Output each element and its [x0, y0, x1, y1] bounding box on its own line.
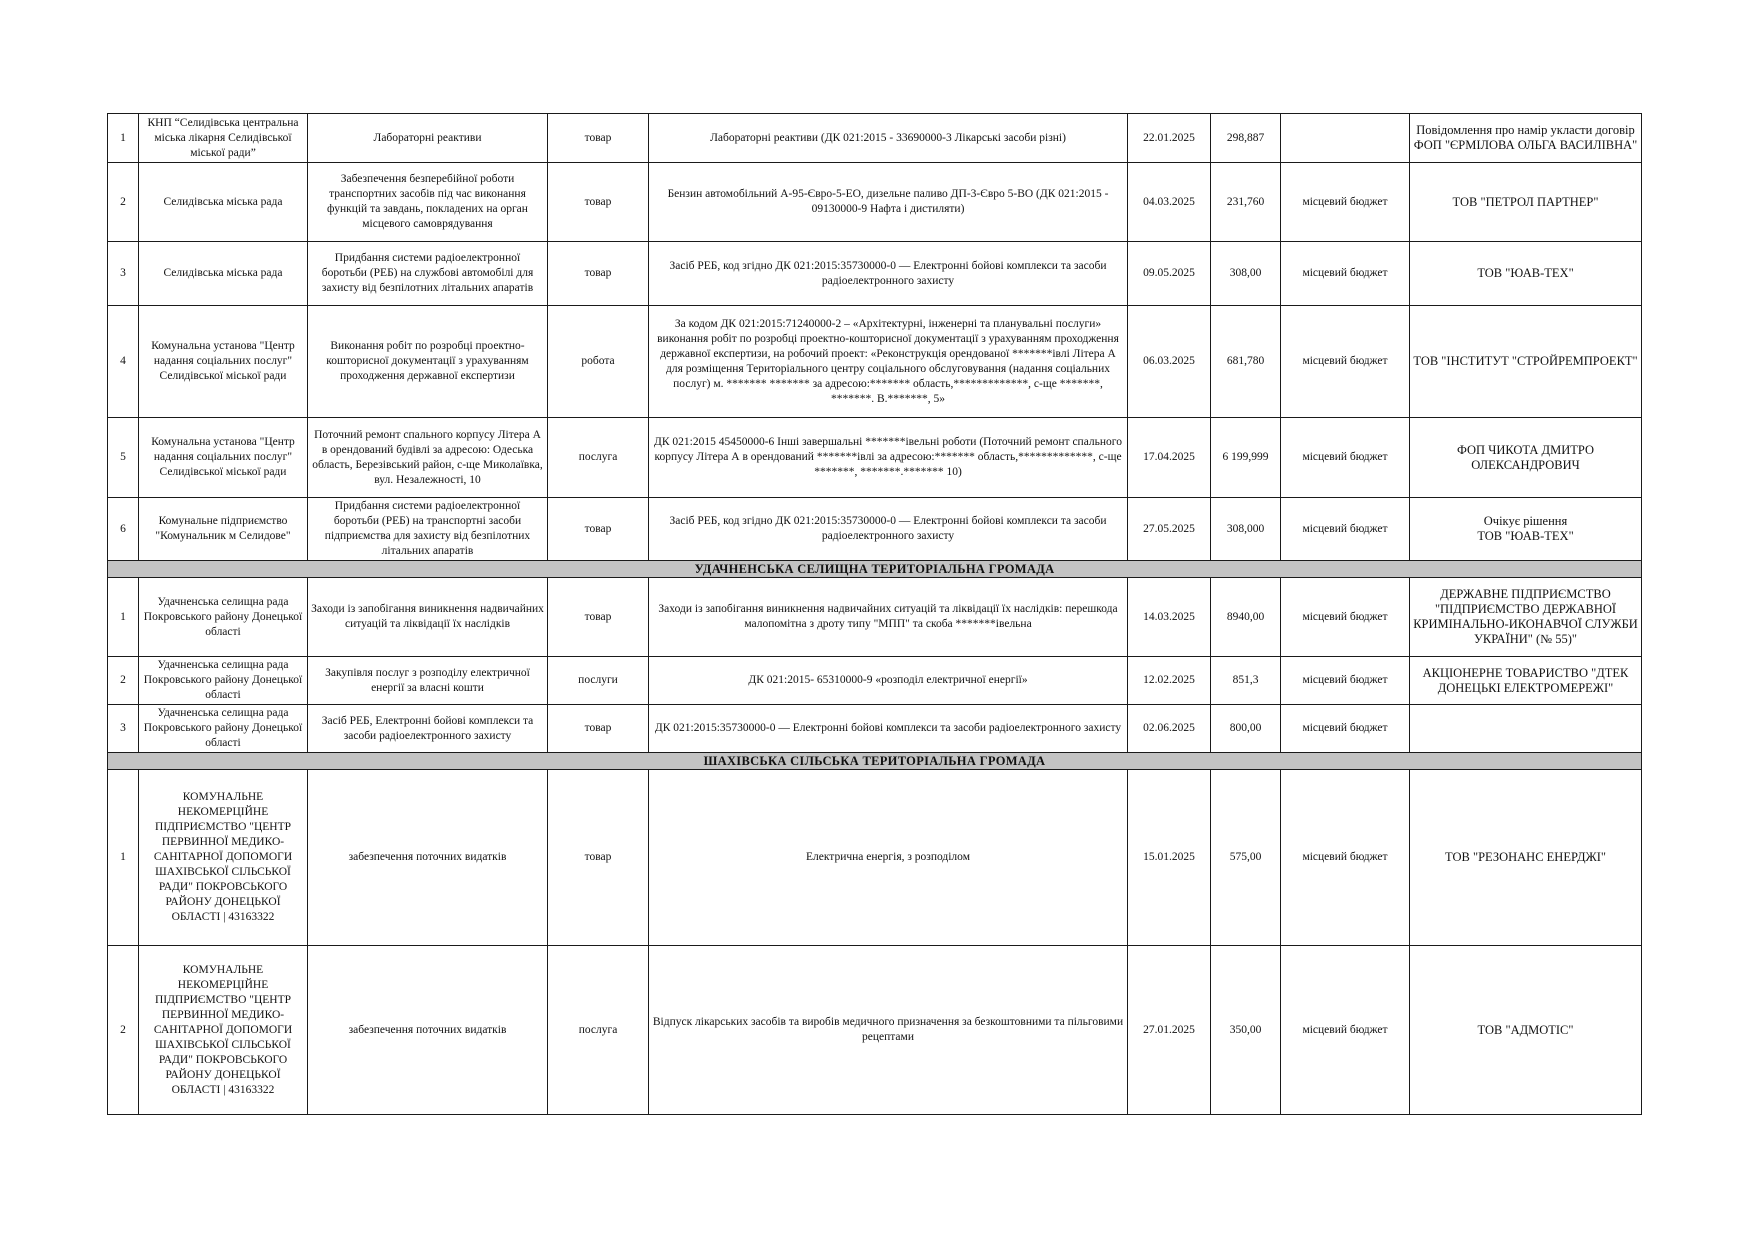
- winner-cell: Повідомлення про намір укласти договір ФОП "ЄРМІЛОВА ОЛЬГА ВАСИЛІВНА": [1410, 114, 1642, 163]
- date-cell: 15.01.2025: [1128, 770, 1211, 946]
- cpv-code-cell: ДК 021:2015- 65310000-9 «розподіл електричної енергії»: [649, 657, 1128, 705]
- subject-cell: Придбання системи радіоелектронної боротьби (РЕБ) на транспортні засоби підприємства для захисту від безпілотних літальних апаратів: [308, 498, 548, 561]
- customer-cell: КНП “Селидівська центральна міська лікарня Селидівської міської ради”: [139, 114, 308, 163]
- customer-cell: Селидівська міська рада: [139, 163, 308, 242]
- cpv-code-cell: Засіб РЕБ, код згідно ДК 021:2015:35730000-0 — Електронні бойові комплекси та засоби радіоелектронного захисту: [649, 242, 1128, 306]
- customer-cell: КОМУНАЛЬНЕ НЕКОМЕРЦІЙНЕ ПІДПРИЄМСТВО "ЦЕНТР ПЕРВИННОЇ МЕДИКО-САНІТАРНОЇ ДОПОМОГИ ШАХІВСЬКОЇ СІЛЬСЬКОЇ РАДИ" ПОКРОВСЬКОГО РАЙОНУ ДОНЕЦЬКОЇ ОБЛАСТІ | 43163322: [139, 946, 308, 1115]
- row-number: 1: [108, 770, 139, 946]
- winner-cell: ФОП ЧИКОТА ДМИТРО ОЛЕКСАНДРОВИЧ: [1410, 418, 1642, 498]
- subject-cell: забезпечення поточних видатків: [308, 946, 548, 1115]
- customer-cell: Удачненська селищна рада Покровського району Донецької області: [139, 705, 308, 753]
- amount-cell: 6 199,999: [1211, 418, 1281, 498]
- row-number: 5: [108, 418, 139, 498]
- type-cell: товар: [548, 705, 649, 753]
- winner-cell: ТОВ "ПЕТРОЛ ПАРТНЕР": [1410, 163, 1642, 242]
- subject-cell: забезпечення поточних видатків: [308, 770, 548, 946]
- section-header-row: [108, 753, 1642, 770]
- row-number: 3: [108, 242, 139, 306]
- section-title: ШАХІВСЬКА СІЛЬСЬКА ТЕРИТОРІАЛЬНА ГРОМАДА: [108, 753, 1642, 770]
- table-row: [108, 498, 1642, 561]
- funding-cell: місцевий бюджет: [1281, 163, 1410, 242]
- amount-cell: 800,00: [1211, 705, 1281, 753]
- customer-cell: Удачненська селищна рада Покровського району Донецької області: [139, 657, 308, 705]
- cpv-code-cell: Засіб РЕБ, код згідно ДК 021:2015:35730000-0 — Електронні бойові комплекси та засоби радіоелектронного захисту: [649, 498, 1128, 561]
- cpv-code-cell: Лабораторні реактиви (ДК 021:2015 - 33690000-3 Лікарські засоби різні): [649, 114, 1128, 163]
- row-number: 4: [108, 306, 139, 418]
- table-row: [108, 114, 1642, 163]
- table-row: [108, 306, 1642, 418]
- winner-cell: ТОВ "РЕЗОНАНС ЕНЕРДЖІ": [1410, 770, 1642, 946]
- funding-cell: місцевий бюджет: [1281, 657, 1410, 705]
- funding-cell: місцевий бюджет: [1281, 418, 1410, 498]
- cpv-code-cell: ДК 021:2015:35730000-0 — Електронні бойові комплекси та засоби радіоелектронного захисту: [649, 705, 1128, 753]
- amount-cell: 308,00: [1211, 242, 1281, 306]
- date-cell: 06.03.2025: [1128, 306, 1211, 418]
- customer-cell: Комунальна установа "Центр надання соціальних послуг" Селидівської міської ради: [139, 306, 308, 418]
- procurement-table: [107, 113, 1642, 1115]
- row-number: 2: [108, 657, 139, 705]
- row-number: 2: [108, 946, 139, 1115]
- subject-cell: Засіб РЕБ, Електронні бойові комплекси та засоби радіоелектронного захисту: [308, 705, 548, 753]
- subject-cell: Закупівля послуг з розподілу електричної енергії за власні кошти: [308, 657, 548, 705]
- winner-cell: ТОВ "АДМОТІС": [1410, 946, 1642, 1115]
- cpv-code-cell: Електрична енергія, з розподілом: [649, 770, 1128, 946]
- date-cell: 17.04.2025: [1128, 418, 1211, 498]
- table-row: [108, 946, 1642, 1115]
- amount-cell: 8940,00: [1211, 578, 1281, 657]
- amount-cell: 681,780: [1211, 306, 1281, 418]
- customer-cell: КОМУНАЛЬНЕ НЕКОМЕРЦІЙНЕ ПІДПРИЄМСТВО "ЦЕНТР ПЕРВИННОЇ МЕДИКО-САНІТАРНОЇ ДОПОМОГИ ШАХІВСЬКОЇ СІЛЬСЬКОЇ РАДИ" ПОКРОВСЬКОГО РАЙОНУ ДОНЕЦЬКОЇ ОБЛАСТІ | 43163322: [139, 770, 308, 946]
- subject-cell: Поточний ремонт спального корпусу Літера А в орендований будівлі за адресою: Одеська область, Березівський район, с-ще Миколаївка, вул. Незалежності, 10: [308, 418, 548, 498]
- table-row: [108, 657, 1642, 705]
- row-number: 1: [108, 114, 139, 163]
- amount-cell: 231,760: [1211, 163, 1281, 242]
- table-row: [108, 418, 1642, 498]
- amount-cell: 298,887: [1211, 114, 1281, 163]
- table-row: [108, 770, 1642, 946]
- funding-cell: місцевий бюджет: [1281, 242, 1410, 306]
- type-cell: робота: [548, 306, 649, 418]
- type-cell: товар: [548, 770, 649, 946]
- subject-cell: Придбання системи радіоелектронної боротьби (РЕБ) на службові автомобілі для захисту від безпілотних літальних апаратів: [308, 242, 548, 306]
- type-cell: товар: [548, 498, 649, 561]
- table-row: [108, 578, 1642, 657]
- winner-cell: ДЕРЖАВНЕ ПІДПРИЄМСТВО "ПІДПРИЄМСТВО ДЕРЖАВНОЇ КРИМІНАЛЬНО-ИКОНАВЧОЇ СЛУЖБИ УКРАЇНИ" (№ 55)": [1410, 578, 1642, 657]
- funding-cell: місцевий бюджет: [1281, 946, 1410, 1115]
- funding-cell: [1281, 114, 1410, 163]
- customer-cell: Комунальна установа "Центр надання соціальних послуг" Селидівської міської ради: [139, 418, 308, 498]
- funding-cell: місцевий бюджет: [1281, 306, 1410, 418]
- type-cell: послуга: [548, 946, 649, 1115]
- table-row: [108, 242, 1642, 306]
- customer-cell: Комунальне підприємство "Комунальник м Селидове": [139, 498, 308, 561]
- date-cell: 22.01.2025: [1128, 114, 1211, 163]
- winner-cell: АКЦІОНЕРНЕ ТОВАРИСТВО "ДТЕК ДОНЕЦЬКІ ЕЛЕКТРОМЕРЕЖІ": [1410, 657, 1642, 705]
- row-number: 6: [108, 498, 139, 561]
- amount-cell: 350,00: [1211, 946, 1281, 1115]
- cpv-code-cell: Заходи із запобігання виникнення надвичайних ситуацій та ліквідації їх наслідків: перешкода малопомітна з дроту типу "МПП" та скоба *******івельна: [649, 578, 1128, 657]
- section-header-row: [108, 561, 1642, 578]
- type-cell: товар: [548, 163, 649, 242]
- row-number: 3: [108, 705, 139, 753]
- subject-cell: Забезпечення безперебійної роботи транспортних засобів під час виконання функцій та завдань, покладених на орган місцевого самоврядування: [308, 163, 548, 242]
- amount-cell: 851,3: [1211, 657, 1281, 705]
- date-cell: 27.05.2025: [1128, 498, 1211, 561]
- date-cell: 02.06.2025: [1128, 705, 1211, 753]
- winner-cell: [1410, 705, 1642, 753]
- customer-cell: Удачненська селищна рада Покровського району Донецької області: [139, 578, 308, 657]
- type-cell: товар: [548, 242, 649, 306]
- winner-cell: ТОВ "ЮАВ-ТЕХ": [1410, 242, 1642, 306]
- type-cell: послуги: [548, 657, 649, 705]
- funding-cell: місцевий бюджет: [1281, 705, 1410, 753]
- amount-cell: 575,00: [1211, 770, 1281, 946]
- winner-cell: Очікує рішення ТОВ "ЮАВ-ТЕХ": [1410, 498, 1642, 561]
- subject-cell: Заходи із запобігання виникнення надвичайних ситуацій та ліквідації їх наслідків: [308, 578, 548, 657]
- cpv-code-cell: Бензин автомобільний А-95-Євро-5-ЕО, дизельне паливо ДП-3-Євро 5-ВО (ДК 021:2015 - 09130000-9 Нафта і дистиляти): [649, 163, 1128, 242]
- funding-cell: місцевий бюджет: [1281, 578, 1410, 657]
- table-row: [108, 705, 1642, 753]
- date-cell: 14.03.2025: [1128, 578, 1211, 657]
- date-cell: 04.03.2025: [1128, 163, 1211, 242]
- subject-cell: Виконання робіт по розробці проектно-кошторисної документації з урахуванням проходження державної експертизи: [308, 306, 548, 418]
- date-cell: 27.01.2025: [1128, 946, 1211, 1115]
- cpv-code-cell: За кодом ДК 021:2015:71240000-2 – «Архітектурні, інженерні та планувальні послуги» виконання робіт по розробці проектно-кошторисної документації з урахуванням проходження державної експертизи, на робочий проект: «Реконструкція орендованої *******івлі Літера А для розміщення Територіального центру соціального обслуговування (надання соціальних послуг) м. ******* ******* за адресою:******* область,*************, с-ще *******, *******. В.*******, 5»: [649, 306, 1128, 418]
- section-title: УДАЧНЕНСЬКА СЕЛИЩНА ТЕРИТОРІАЛЬНА ГРОМАДА: [108, 561, 1642, 578]
- date-cell: 12.02.2025: [1128, 657, 1211, 705]
- row-number: 2: [108, 163, 139, 242]
- type-cell: товар: [548, 578, 649, 657]
- row-number: 1: [108, 578, 139, 657]
- date-cell: 09.05.2025: [1128, 242, 1211, 306]
- subject-cell: Лабораторні реактиви: [308, 114, 548, 163]
- customer-cell: Селидівська міська рада: [139, 242, 308, 306]
- table-row: [108, 163, 1642, 242]
- type-cell: товар: [548, 114, 649, 163]
- winner-cell: ТОВ "ІНСТИТУТ "СТРОЙРЕМПРОЕКТ": [1410, 306, 1642, 418]
- cpv-code-cell: ДК 021:2015 45450000-6 Інші завершальні *******івельні роботи (Поточний ремонт спального корпусу Літера А в орендований *******івлі за адресою:******* область,*************, с-ще *******, *******.******* 10): [649, 418, 1128, 498]
- amount-cell: 308,000: [1211, 498, 1281, 561]
- funding-cell: місцевий бюджет: [1281, 498, 1410, 561]
- cpv-code-cell: Відпуск лікарських засобів та виробів медичного призначення за безкоштовними та пільговими рецептами: [649, 946, 1128, 1115]
- type-cell: послуга: [548, 418, 649, 498]
- funding-cell: місцевий бюджет: [1281, 770, 1410, 946]
